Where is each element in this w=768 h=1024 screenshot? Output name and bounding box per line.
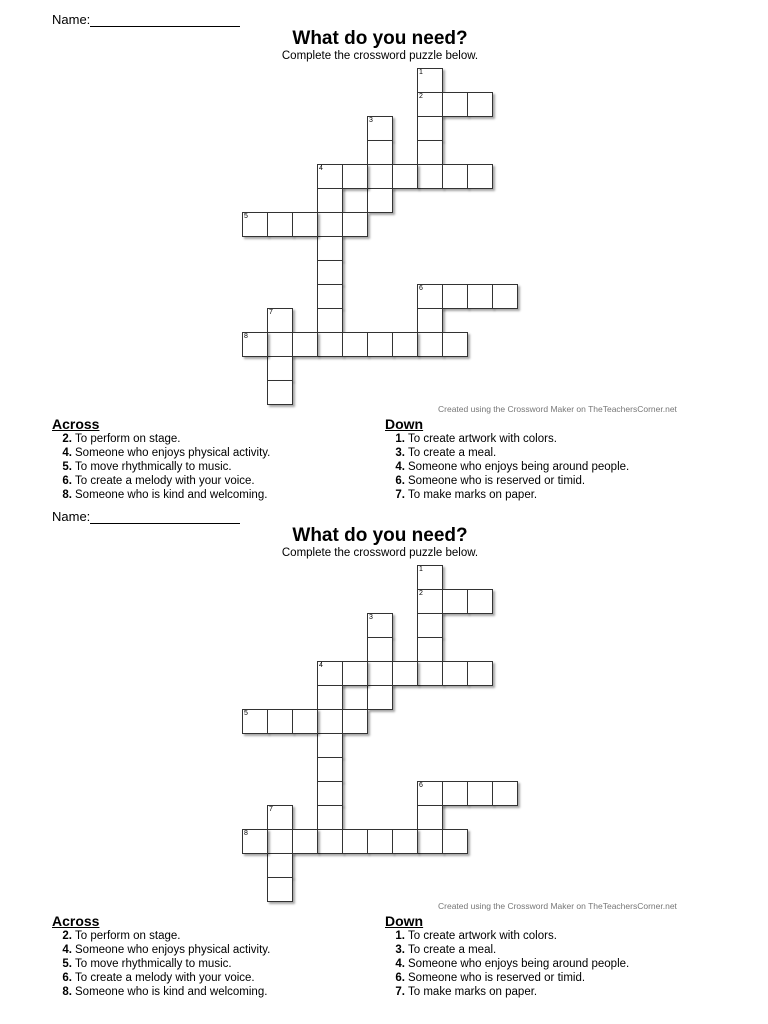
- crossword-cell[interactable]: [417, 140, 443, 165]
- clue-item: [385, 446, 629, 460]
- crossword-cell[interactable]: [292, 332, 318, 357]
- crossword-cell[interactable]: [317, 308, 343, 333]
- clue-item: [52, 971, 270, 985]
- clue-item: [385, 985, 629, 999]
- crossword-cell[interactable]: [267, 877, 293, 902]
- clue-text: To perform on stage.: [75, 930, 181, 942]
- across-clues: [52, 913, 270, 999]
- crossword-cell[interactable]: [417, 332, 443, 357]
- clue-item: [52, 943, 270, 957]
- cell-number: 4: [319, 165, 323, 172]
- crossword-cell[interactable]: [467, 164, 493, 189]
- crossword-cell[interactable]: [442, 781, 468, 806]
- crossword-cell[interactable]: [417, 68, 443, 93]
- crossword-cell[interactable]: [367, 685, 393, 710]
- clue-text: To move rhythmically to music.: [75, 461, 232, 473]
- clue-item: [52, 474, 270, 488]
- cell-number: 7: [269, 309, 273, 316]
- clue-text: To create a melody with your voice.: [75, 972, 255, 984]
- worksheet-subtitle: Complete the crossword puzzle below.: [281, 547, 479, 559]
- clue-text: To create a meal.: [408, 447, 497, 459]
- crossword-cell[interactable]: [417, 116, 443, 141]
- clue-text: To make marks on paper.: [408, 489, 538, 501]
- crossword-cell[interactable]: [417, 613, 443, 638]
- worksheet: [0, 497, 768, 998]
- crossword-cell[interactable]: [417, 164, 443, 189]
- clue-number: 3.: [395, 447, 405, 459]
- crossword-cell[interactable]: [267, 212, 293, 237]
- down-clues: [385, 913, 629, 999]
- crossword-cell[interactable]: [342, 212, 368, 237]
- cell-number: 4: [319, 662, 323, 669]
- clue-text: To create a meal.: [408, 944, 497, 956]
- worksheet-title: What do you need?: [292, 28, 468, 49]
- cell-number: 1: [419, 566, 423, 573]
- clue-number: 4.: [62, 447, 72, 459]
- clue-text: Someone who is kind and welcoming.: [75, 489, 268, 501]
- worksheet-subtitle: Complete the crossword puzzle below.: [281, 50, 479, 62]
- crossword-cell[interactable]: [317, 332, 343, 357]
- crossword-cell[interactable]: [342, 332, 368, 357]
- clue-number: 7.: [395, 986, 405, 998]
- cell-number: 8: [244, 333, 248, 340]
- crossword-cell[interactable]: [317, 781, 343, 806]
- crossword-cell[interactable]: [267, 805, 293, 830]
- clue-item: [385, 474, 629, 488]
- clue-item: [385, 943, 629, 957]
- crossword-cell[interactable]: [317, 709, 343, 734]
- crossword-cell[interactable]: [317, 757, 343, 782]
- crossword-cell[interactable]: [467, 781, 493, 806]
- clue-text: To perform on stage.: [75, 433, 181, 445]
- crossword-cell[interactable]: [267, 308, 293, 333]
- crossword-cell[interactable]: [317, 212, 343, 237]
- clue-text: Someone who enjoys physical activity.: [75, 944, 271, 956]
- crossword-cell[interactable]: [367, 637, 393, 662]
- cell-number: 2: [419, 93, 423, 100]
- crossword-cell[interactable]: [342, 164, 368, 189]
- crossword-cell[interactable]: [367, 116, 393, 141]
- clue-number: 6.: [395, 475, 405, 487]
- crossword-cell[interactable]: [417, 284, 443, 309]
- crossword-cell[interactable]: [317, 829, 343, 854]
- crossword-cell[interactable]: [467, 92, 493, 117]
- crossword-cell[interactable]: [417, 589, 443, 614]
- clue-number: 2.: [62, 433, 72, 445]
- crossword-cell[interactable]: [442, 92, 468, 117]
- down-clues: [385, 416, 629, 502]
- cell-number: 3: [369, 614, 373, 621]
- crossword-cell[interactable]: [267, 380, 293, 405]
- clue-text: Someone who enjoys being around people.: [408, 958, 630, 970]
- across-heading: Across: [52, 913, 100, 929]
- clue-item: [385, 957, 629, 971]
- clue-item: [385, 971, 629, 985]
- crossword-cell[interactable]: [417, 92, 443, 117]
- crossword-grid: [0, 497, 768, 917]
- crossword-cell[interactable]: [492, 781, 518, 806]
- crossword-cell[interactable]: [342, 829, 368, 854]
- clue-item: [385, 432, 629, 446]
- clue-number: 4.: [62, 944, 72, 956]
- crossword-cell[interactable]: [317, 164, 343, 189]
- clue-item: [52, 929, 270, 943]
- crossword-cell[interactable]: [442, 829, 468, 854]
- crossword-cell[interactable]: [467, 589, 493, 614]
- clue-item: [52, 985, 270, 999]
- name-label: Name:: [52, 509, 91, 524]
- crossword-cell[interactable]: [442, 332, 468, 357]
- worksheet-title: What do you need?: [292, 525, 468, 546]
- clue-text: Someone who is reserved or timid.: [408, 475, 586, 487]
- clue-number: 5.: [62, 958, 72, 970]
- crossword-cell[interactable]: [467, 661, 493, 686]
- clue-item: [385, 929, 629, 943]
- crossword-cell[interactable]: [417, 637, 443, 662]
- crossword-cell[interactable]: [317, 284, 343, 309]
- crossword-cell[interactable]: [317, 805, 343, 830]
- crossword-cell[interactable]: [342, 661, 368, 686]
- crossword-cell[interactable]: [317, 260, 343, 285]
- clue-number: 4.: [395, 461, 405, 473]
- crossword-cell[interactable]: [467, 284, 493, 309]
- crossword-cell[interactable]: [417, 781, 443, 806]
- crossword-cell[interactable]: [342, 709, 368, 734]
- name-label: Name:: [52, 12, 91, 27]
- crossword-cell[interactable]: [267, 709, 293, 734]
- clue-number: 3.: [395, 944, 405, 956]
- clue-item: [52, 432, 270, 446]
- crossword-cell[interactable]: [417, 661, 443, 686]
- clue-text: To make marks on paper.: [408, 986, 538, 998]
- crossword-cell[interactable]: [267, 853, 293, 878]
- crossword-cell[interactable]: [367, 164, 393, 189]
- clue-number: 6.: [62, 972, 72, 984]
- crossword-cell[interactable]: [242, 829, 268, 854]
- crossword-cell[interactable]: [242, 212, 268, 237]
- down-heading: Down: [385, 913, 424, 929]
- clue-item: [52, 957, 270, 971]
- across-clues: [52, 416, 270, 502]
- crossword-cell[interactable]: [392, 332, 418, 357]
- crossword-cell[interactable]: [242, 709, 268, 734]
- crossword-cell[interactable]: [292, 829, 318, 854]
- crossword-cell[interactable]: [317, 236, 343, 261]
- crossword-cell[interactable]: [317, 733, 343, 758]
- clue-number: 6.: [62, 475, 72, 487]
- clue-number: 6.: [395, 972, 405, 984]
- crossword-cell[interactable]: [367, 661, 393, 686]
- clue-text: Someone who enjoys being around people.: [408, 461, 630, 473]
- crossword-cell[interactable]: [442, 164, 468, 189]
- clue-number: 8.: [62, 986, 72, 998]
- cell-number: 5: [244, 710, 248, 717]
- clue-text: To create a melody with your voice.: [75, 475, 255, 487]
- credit-text: Created using the Crossword Maker on TheTeachersCorner.net: [438, 404, 677, 414]
- crossword-cell[interactable]: [442, 661, 468, 686]
- clue-number: 1.: [395, 433, 405, 445]
- clue-number: 1.: [395, 930, 405, 942]
- cell-number: 8: [244, 830, 248, 837]
- crossword-cell[interactable]: [317, 685, 343, 710]
- crossword-cell[interactable]: [392, 164, 418, 189]
- clue-item: [385, 460, 629, 474]
- worksheet: [0, 0, 768, 501]
- crossword-cell[interactable]: [442, 589, 468, 614]
- crossword-cell[interactable]: [417, 565, 443, 590]
- cell-number: 7: [269, 806, 273, 813]
- clue-text: Someone who enjoys physical activity.: [75, 447, 271, 459]
- crossword-cell[interactable]: [367, 140, 393, 165]
- crossword-cell[interactable]: [292, 212, 318, 237]
- crossword-cell[interactable]: [242, 332, 268, 357]
- across-heading: Across: [52, 416, 100, 432]
- clue-number: 8.: [62, 489, 72, 501]
- cell-number: 3: [369, 117, 373, 124]
- cell-number: 6: [419, 782, 423, 789]
- clue-number: 4.: [395, 958, 405, 970]
- crossword-cell[interactable]: [392, 829, 418, 854]
- crossword-grid: [0, 0, 768, 420]
- clue-text: Someone who is reserved or timid.: [408, 972, 586, 984]
- crossword-cell[interactable]: [317, 188, 343, 213]
- cell-number: 6: [419, 285, 423, 292]
- clue-text: Someone who is kind and welcoming.: [75, 986, 268, 998]
- crossword-cell[interactable]: [292, 709, 318, 734]
- crossword-cell[interactable]: [367, 188, 393, 213]
- clue-item: [52, 460, 270, 474]
- down-heading: Down: [385, 416, 424, 432]
- crossword-cell[interactable]: [417, 308, 443, 333]
- crossword-cell[interactable]: [492, 284, 518, 309]
- clue-text: To create artwork with colors.: [408, 930, 557, 942]
- clue-text: To create artwork with colors.: [408, 433, 557, 445]
- crossword-cell[interactable]: [442, 284, 468, 309]
- crossword-cell[interactable]: [267, 356, 293, 381]
- crossword-cell[interactable]: [267, 332, 293, 357]
- cell-number: 5: [244, 213, 248, 220]
- clue-number: 2.: [62, 930, 72, 942]
- clue-text: To move rhythmically to music.: [75, 958, 232, 970]
- crossword-cell[interactable]: [367, 613, 393, 638]
- crossword-cell[interactable]: [367, 829, 393, 854]
- crossword-cell[interactable]: [392, 661, 418, 686]
- crossword-cell[interactable]: [417, 829, 443, 854]
- crossword-cell[interactable]: [417, 805, 443, 830]
- crossword-cell[interactable]: [267, 829, 293, 854]
- clue-number: 5.: [62, 461, 72, 473]
- credit-text: Created using the Crossword Maker on TheTeachersCorner.net: [438, 901, 677, 911]
- clue-number: 7.: [395, 489, 405, 501]
- clue-item: [52, 446, 270, 460]
- crossword-cell[interactable]: [317, 661, 343, 686]
- crossword-cell[interactable]: [367, 332, 393, 357]
- cell-number: 1: [419, 69, 423, 76]
- cell-number: 2: [419, 590, 423, 597]
